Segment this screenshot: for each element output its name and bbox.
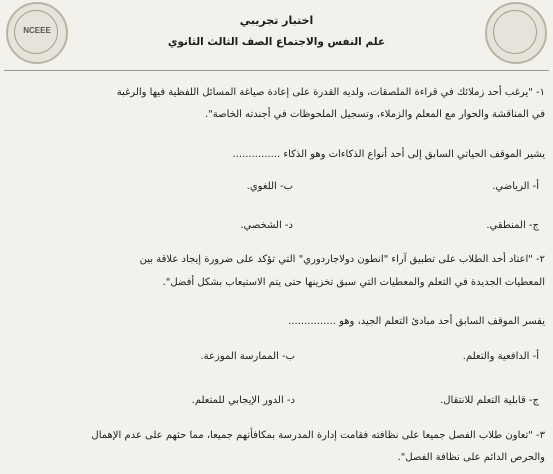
q2-option-c[interactable]: ج- قابلية التعلم للانتقال. — [440, 395, 539, 406]
q2-option-a[interactable]: أ- الدافعية والتعلم. — [462, 351, 539, 362]
q2-body-line-2: المعطيات الجديدة في التعلم والمعطيات التي سبق تخزينها حتى يتم الاستيعاب بشكل أفضل". — [162, 277, 545, 288]
q2-body-line-1: ٢- "اعتاد أحد الطلاب على تطبيق آراء "انطون دولاجاردوري" التي تؤكد على ضرورة إيجاد علاقة بين — [139, 254, 545, 265]
q2-option-b[interactable]: ب- الممارسة الموزعة. — [200, 351, 295, 362]
nceee-logo — [6, 2, 68, 64]
q1-body-line-1: ١- "يرغب أحد زملائك في قراءة الملصقات، ولديه القدرة على إعادة صياغة المسائل اللفظية فيها والرغبة — [116, 87, 545, 98]
ministry-seal — [485, 2, 547, 64]
q2-option-d[interactable]: د- الدور الإيجابي للمتعلم. — [191, 395, 295, 406]
exam-subtitle: علم النفس والاجتماع الصف الثالث الثانوي — [167, 36, 386, 48]
q1-body-line-2: في المناقشة والحوار مع المعلم والزملاء، وتسجيل الملحوظات في أجندته الخاصة". — [205, 109, 545, 120]
q3-body-line-2: والحرص الدائم على نظافة الفصل". — [397, 452, 545, 463]
q3-body-line-1: ٣- "تعاون طلاب الفصل جميعا على نظافته فقامت إدارة المدرسة بمكافأتهم جميعا، مما حثهم على عدم الإهمال — [91, 430, 545, 441]
q1-option-c[interactable]: ج- المنطقي. — [486, 220, 539, 231]
q1-prompt: يشير الموقف الحياتي السابق إلى أحد أنواع الذكاءات وهو الذكاء ............... — [232, 149, 545, 160]
logo-text: NCEEE — [23, 26, 51, 35]
exam-title: اختبار تجريبي — [239, 14, 314, 27]
header-divider — [4, 70, 549, 71]
q1-option-a[interactable]: أ- الرياضي. — [492, 181, 539, 192]
q1-option-d[interactable]: د- الشخصي. — [240, 220, 293, 231]
q2-prompt: يفسر الموقف السابق أحد مبادئ التعلم الجيد، وهو ............... — [288, 316, 545, 327]
q1-option-b[interactable]: ب- اللغوي. — [246, 181, 293, 192]
